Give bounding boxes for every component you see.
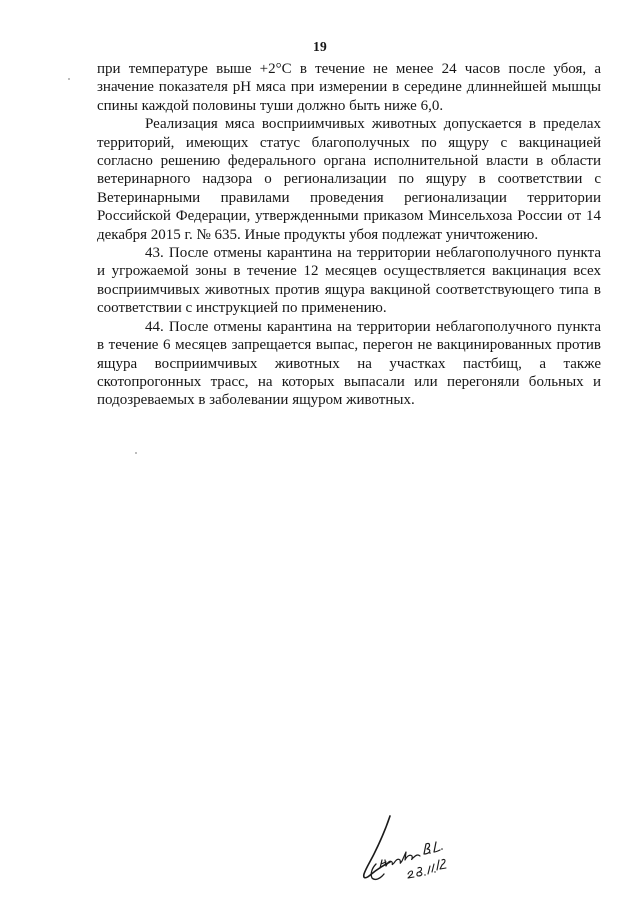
handwritten-signature bbox=[356, 808, 466, 888]
signature-flourish-stroke bbox=[364, 816, 390, 878]
signature-initials-stroke bbox=[424, 842, 440, 854]
paragraph-continuation: при температуре выше +2°С в течение не менее 24 часов после убоя, а значение показателя рН мяса при измерении в середине длиннейшей мышцы спины каждой половины туши должно быть ниже 6,0. bbox=[97, 61, 601, 114]
paragraph-item-44: 44. После отмены карантина на территории неблагополучного пункта в течение 6 месяцев запрещается выпас, перегон не вакцинированных против ящура восприимчивых животных на участках пастбищ, а также скотопрогонных трасс, на которых выпасали или перегоняли больных и подозреваемых в заболевании ящуром животных. bbox=[97, 318, 601, 409]
signature-name-stroke bbox=[380, 852, 420, 868]
scan-speck bbox=[135, 452, 137, 454]
paragraph-item-43: 43. После отмены карантина на территории неблагополучного пункта и угрожаемой зоны в течение 12 месяцев осуществляется вакцинация всех восприимчивых животных против ящура вакциной соответствующего типа в соответствии с инструкцией по применению. bbox=[97, 245, 601, 317]
page-number: 19 bbox=[312, 39, 328, 54]
signature-date-stroke bbox=[408, 859, 446, 878]
document-body bbox=[97, 60, 601, 410]
scan-speck bbox=[68, 78, 70, 80]
paragraph-meat-realization: Реализация мяса восприимчивых животных допускается в пределах территорий, имеющих статус благополучных по ящуру с вакцинацией согласно решению федерального органа исполнительной власти в области ветеринарного надзора о регионализации по ящуру в соответствии с Ветеринарными правилами проведения регионализации территории Российской Федерации, утвержденными приказом Минсельхоза России от 14 декабря 2015 г. № 635. Иные продукты убоя подлежат уничтожению. bbox=[97, 116, 601, 243]
